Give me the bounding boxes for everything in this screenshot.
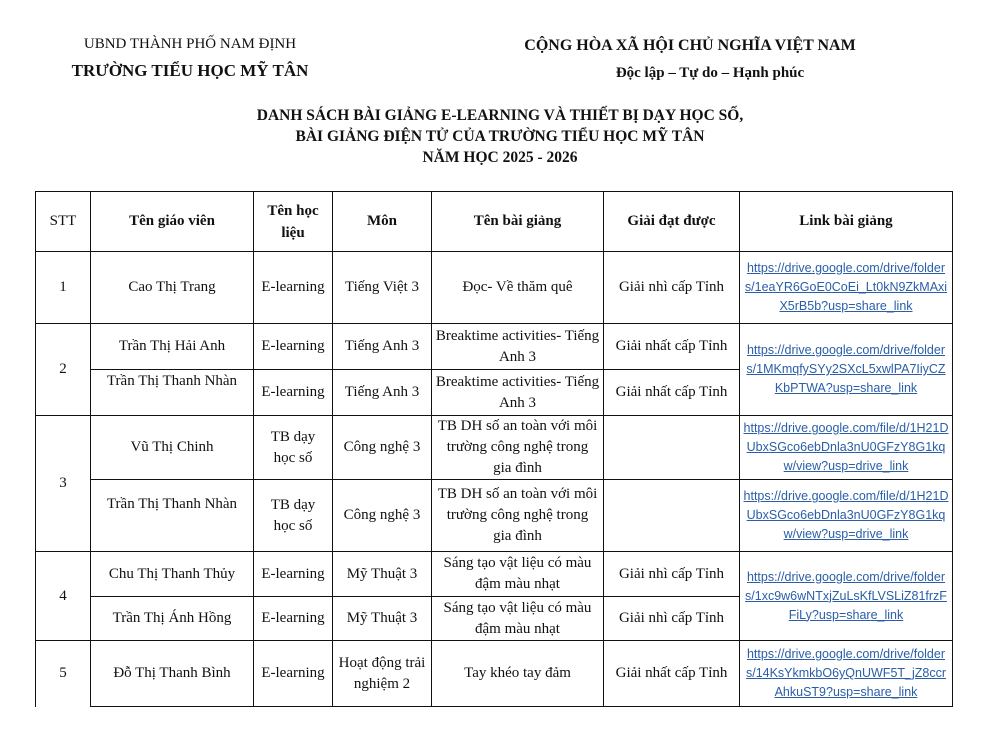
subject-cell: Hoạt động trải nghiệm 2: [333, 641, 432, 707]
national-title: CỘNG HÒA XÃ HỘI CHỦ NGHĨA VIỆT NAM: [524, 37, 856, 54]
teacher-cell: Vũ Thị Chinh: [91, 416, 254, 480]
col-header-subject: Môn: [333, 192, 432, 252]
award-cell: Giải nhì cấp Tỉnh: [604, 252, 740, 324]
teacher-cell: Chu Thị Thanh Thủy: [91, 552, 254, 597]
stt-cell: 4: [36, 552, 91, 641]
stt-cell: 3: [36, 416, 91, 552]
link-cell: [740, 552, 953, 641]
teacher-cell: Cao Thị Trang: [91, 252, 254, 324]
table-row: [36, 252, 953, 324]
stt-cell: 5: [36, 641, 91, 707]
school-name: TRƯỜNG TIỂU HỌC MỸ TÂN: [71, 61, 309, 80]
national-motto: Độc lập – Tự do – Hạnh phúc: [615, 65, 805, 81]
lesson-cell: TB DH số an toàn với môi trường công nghệ trong gia đình: [432, 416, 604, 480]
teacher-cell: Trần Thị Ánh Hồng: [91, 597, 254, 641]
lesson-link[interactable]: https://drive.google.com/drive/folders/1eaYR6GoE0CoEi_Lt0kN9ZkMAxiX5rB5b?usp=share_link: [744, 261, 948, 313]
document-title-line1: DANH SÁCH BÀI GIẢNG E-LEARNING VÀ THIẾT BỊ DẠY HỌC SỐ,: [256, 107, 744, 124]
award-cell: [604, 416, 740, 480]
material-cell: TB dạy học số: [254, 480, 333, 552]
document-title-year: NĂM HỌC 2025 - 2026: [422, 149, 578, 166]
award-cell: Giải nhất cấp Tỉnh: [604, 324, 740, 370]
teacher-cell: Trần Thị Thanh Nhàn: [91, 370, 254, 416]
department-name: UBND THÀNH PHỐ NAM ĐỊNH: [83, 36, 297, 52]
link-cell: [740, 480, 953, 552]
lesson-cell: Breaktime activities- Tiếng Anh 3: [432, 370, 604, 416]
material-cell: E-learning: [254, 552, 333, 597]
material-cell: TB dạy học số: [254, 416, 333, 480]
award-cell: Giải nhì cấp Tỉnh: [604, 597, 740, 641]
subject-cell: Tiếng Anh 3: [333, 324, 432, 370]
material-cell: E-learning: [254, 370, 333, 416]
subject-cell: Tiếng Anh 3: [333, 370, 432, 416]
award-cell: Giải nhất cấp Tỉnh: [604, 641, 740, 707]
col-header-lesson: Tên bài giảng: [432, 192, 604, 252]
material-cell: E-learning: [254, 324, 333, 370]
lesson-cell: Breaktime activities- Tiếng Anh 3: [432, 324, 604, 370]
award-cell: Giải nhì cấp Tỉnh: [604, 552, 740, 597]
subject-cell: Công nghệ 3: [333, 416, 432, 480]
award-cell: [604, 480, 740, 552]
stt-cell: 2: [36, 324, 91, 416]
subject-cell: Mỹ Thuật 3: [333, 597, 432, 641]
link-cell: [740, 416, 953, 480]
lesson-link[interactable]: https://drive.google.com/drive/folders/14KsYkmkbO6yQnUWF5T_jZ8ccrAhkuST9?usp=share_link: [745, 647, 947, 699]
table-row: [36, 641, 953, 707]
lesson-cell: TB DH số an toàn với môi trường công nghệ trong gia đình: [432, 480, 604, 552]
lesson-table: [35, 191, 953, 707]
link-cell: [740, 324, 953, 416]
lesson-link[interactable]: https://drive.google.com/drive/folders/1MKmqfySYy2SXcL5xwlPA7IiyCZKbPTWA?usp=share_link: [746, 343, 946, 395]
lesson-cell: Sáng tạo vật liệu có màu đậm màu nhạt: [432, 597, 604, 641]
col-header-material: Tên học liệu: [254, 192, 333, 252]
col-header-stt: STT: [36, 192, 91, 252]
award-cell: Giải nhất cấp Tỉnh: [604, 370, 740, 416]
lesson-cell: Tay khéo tay đảm: [432, 641, 604, 707]
material-cell: E-learning: [254, 597, 333, 641]
lesson-cell: Đọc- Về thăm quê: [432, 252, 604, 324]
lesson-link[interactable]: https://drive.google.com/file/d/1H21DUbxSGco6ebDnla3nU0GFzY8G1kqw/view?usp=drive_link: [743, 489, 949, 541]
material-cell: E-learning: [254, 252, 333, 324]
subject-cell: Công nghệ 3: [333, 480, 432, 552]
link-cell: [740, 641, 953, 707]
document-title-line2: BÀI GIẢNG ĐIỆN TỬ CỦA TRƯỜNG TIỂU HỌC MỸ TÂN: [295, 128, 705, 145]
teacher-cell: Trần Thị Hải Anh: [91, 324, 254, 370]
link-cell: [740, 252, 953, 324]
table-row: [36, 552, 953, 597]
table-row: [36, 324, 953, 370]
teacher-cell: Đỗ Thị Thanh Bình: [91, 641, 254, 707]
lesson-cell: Sáng tạo vật liệu có màu đậm màu nhạt: [432, 552, 604, 597]
stt-cell: 1: [36, 252, 91, 324]
table-row: [36, 416, 953, 480]
material-cell: E-learning: [254, 641, 333, 707]
col-header-award: Giải đạt được: [604, 192, 740, 252]
table-header-row: [36, 192, 953, 252]
subject-cell: Tiếng Việt 3: [333, 252, 432, 324]
table-row: [36, 480, 953, 552]
col-header-link: Link bài giảng: [740, 192, 953, 252]
lesson-link[interactable]: https://drive.google.com/file/d/1H21DUbxSGco6ebDnla3nU0GFzY8G1kqw/view?usp=drive_link: [743, 421, 949, 473]
lesson-link[interactable]: https://drive.google.com/drive/folders/1xc9w6wNTxjZuLsKfLVSLiZ81frzFFiLy?usp=share_link: [745, 569, 947, 622]
teacher-cell: Trần Thị Thanh Nhàn: [91, 480, 254, 552]
col-header-teacher: Tên giáo viên: [91, 192, 254, 252]
subject-cell: Mỹ Thuật 3: [333, 552, 432, 597]
